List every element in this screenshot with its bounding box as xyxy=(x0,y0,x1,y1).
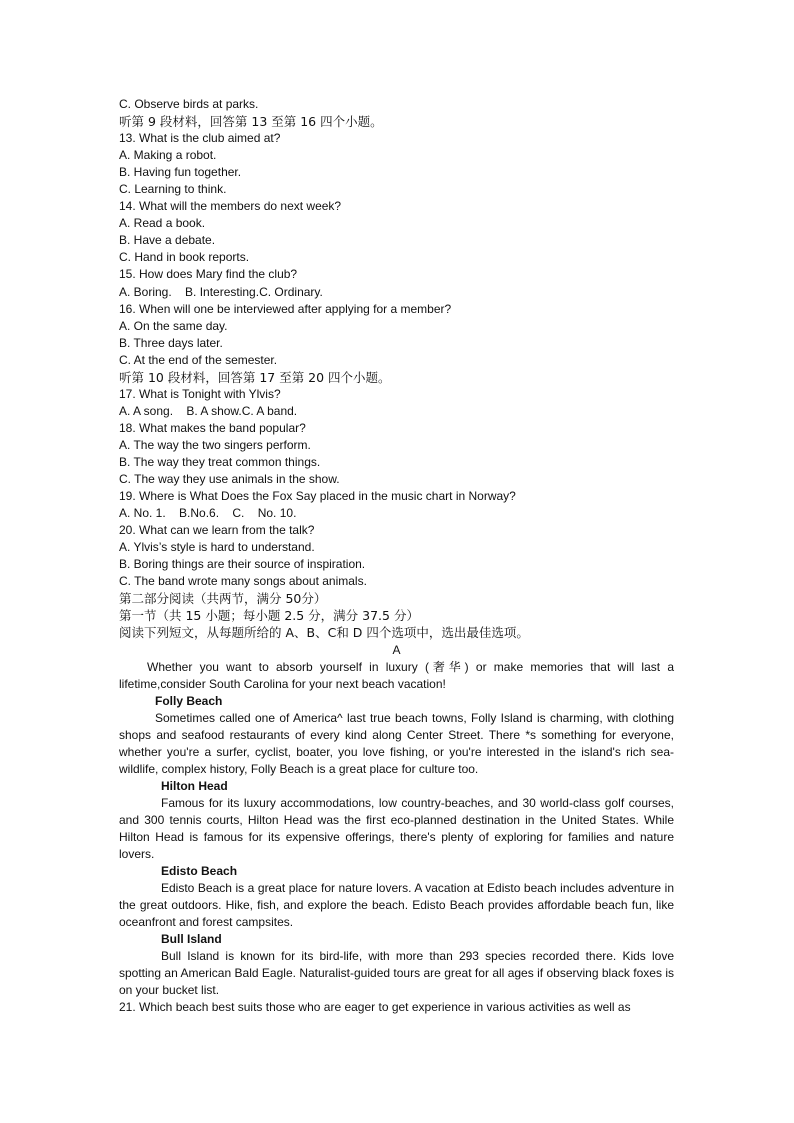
question: 20. What can we learn from the talk? xyxy=(119,523,315,538)
question: 18. What makes the band popular? xyxy=(119,420,306,435)
heading-edisto-beach: Edisto Beach xyxy=(161,864,238,879)
section-instruction: 听第 10 段材料，回答第 17 至第 20 四个小题。 xyxy=(119,369,391,385)
option: B. Have a debate. xyxy=(119,233,216,248)
subsection-title: 第一节（共 15 小题；每小题 2.5 分，满分 37.5 分） xyxy=(119,608,419,624)
reading-instruction: 阅读下列短文，从每题所给的 A、B、C和 D 四个选项中，选出最佳选项。 xyxy=(119,625,529,641)
question: 19. Where is What Does the Fox Say placed in the music chart in Norway? xyxy=(119,489,516,504)
option: C. At the end of the semester. xyxy=(119,352,278,367)
question-21: 21. Which beach best suits those who are eager to get experience in various activities as well as xyxy=(119,1000,631,1015)
option: A. No. 1. B.No.6. C. No. 10. xyxy=(119,506,297,521)
option: A. Making a robot. xyxy=(119,148,217,163)
option: C. The band wrote many songs about animals. xyxy=(119,574,367,589)
option: A. Read a book. xyxy=(119,216,206,231)
reading-section-header xyxy=(119,590,674,658)
option: B. Three days later. xyxy=(119,335,223,350)
question: 17. What is Tonight with Ylvis? xyxy=(119,386,281,401)
option: A. On the same day. xyxy=(119,318,228,333)
option: C. The way they use animals in the show. xyxy=(119,472,340,487)
intro-text: Whether you want to absorb yourself in luxury ( xyxy=(147,659,429,674)
section-instruction: 听第 9 段材料，回答第 13 至第 16 四个小题。 xyxy=(119,114,383,130)
heading-hilton-head: Hilton Head xyxy=(161,778,228,793)
paragraph-folly-beach: Sometimes called one of America^ last true beach towns, Folly Island is charming, with clothing shops and seafood restaurants of every kind along Center Street. There *s something for everyone, whether you're a surfer, cyclist, boater, you love fishing, or you're interested in the island's rich sea-wildlife, complex history, Folly Beach is a great place for culture too. xyxy=(119,710,674,776)
option: B. Having fun together. xyxy=(119,165,242,180)
paragraph-bull-island: Bull Island is known for its bird-life, with more than 293 species recorded there. Kids love spotting an American Bald Eagle. Naturalist-guided tours are great for all ages if observing black foxes is on your bucket list. xyxy=(119,949,674,998)
option: A. Boring. B. Interesting.C. Ordinary. xyxy=(119,284,323,299)
option: A. Ylvis’s style is hard to understand. xyxy=(119,540,315,555)
part-title: 第二部分阅读（共两节，满分 50分） xyxy=(119,591,327,607)
option: C. Learning to think. xyxy=(119,182,227,197)
question: 15. How does Mary find the club? xyxy=(119,267,298,282)
option: B. Boring things are their source of inspiration. xyxy=(119,557,366,572)
passage-intro xyxy=(119,659,674,693)
question: 13. What is the club aimed at? xyxy=(119,131,281,146)
reading-passage xyxy=(119,659,674,1017)
option: A. A song. B. A show.C. A band. xyxy=(119,403,298,418)
paragraph-edisto-beach: Edisto Beach is a great place for nature lovers. A vacation at Edisto beach includes adventure in the great outdoors. Hike, fish, and explore the beach. Edisto Beach provides affordable beach fun, like oceanfront and forest campsites. xyxy=(119,881,674,930)
option: A. The way the two singers perform. xyxy=(119,437,311,452)
document-page xyxy=(119,96,674,1017)
heading-bull-island: Bull Island xyxy=(161,932,222,947)
question: 16. When will one be interviewed after applying for a member? xyxy=(119,301,452,316)
heading-folly-beach: Folly Beach xyxy=(155,693,223,708)
intro-text-end: ) or make memories that will last a lifetime,consider South Carolina for your next beach vacation! xyxy=(119,659,674,691)
text-line: C. Observe birds at parks. xyxy=(119,97,259,111)
passage-label: A xyxy=(392,642,401,657)
listening-section xyxy=(119,96,674,590)
option: C. Hand in book reports. xyxy=(119,250,250,265)
paragraph-hilton-head: Famous for its luxury accommodations, low country-beaches, and 30 world-class golf courses, and 300 tennis courts, Hilton Head was the first eco-planned destination in the United States. While Hilton Head is famous for its expensive offerings, there's plenty of exploring for families and nature lovers. xyxy=(119,795,674,862)
option: B. The way they treat common things. xyxy=(119,454,321,469)
question: 14. What will the members do next week? xyxy=(119,199,342,214)
intro-gloss: 奢华 xyxy=(428,659,465,674)
